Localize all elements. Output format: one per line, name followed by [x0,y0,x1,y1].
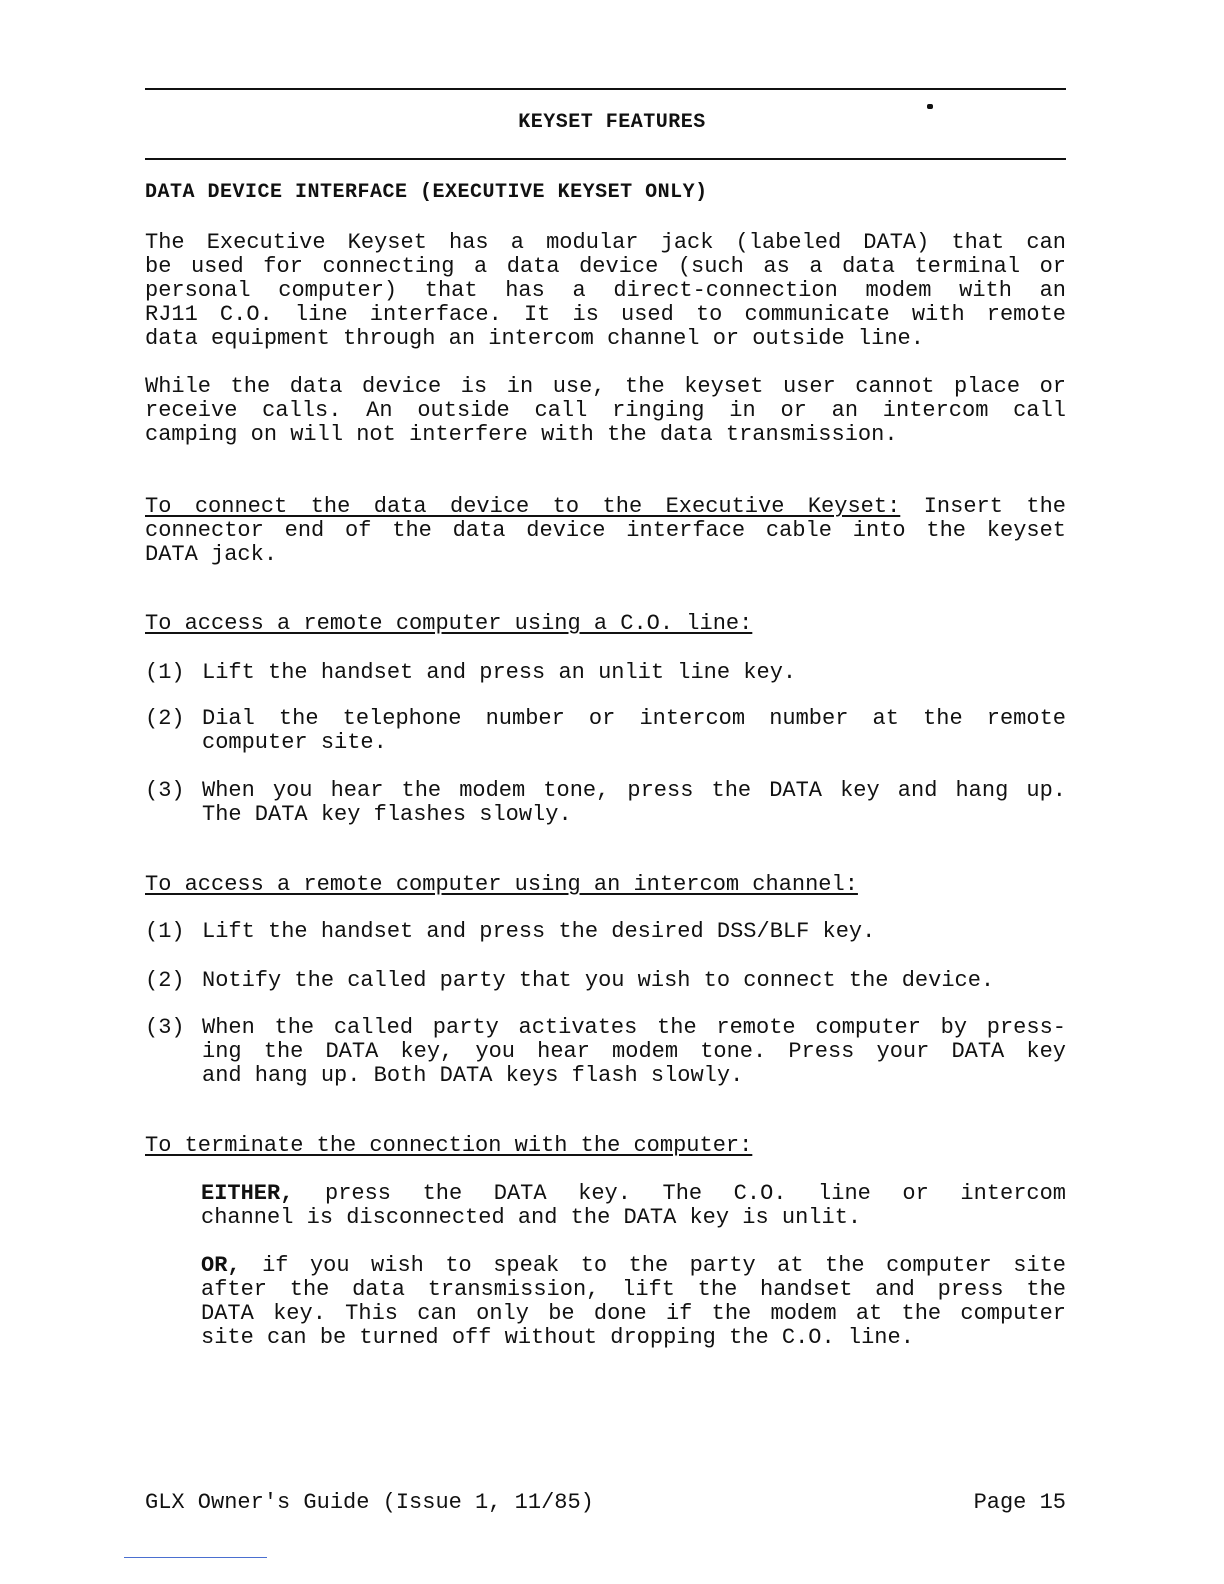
step-text: computer site. [202,730,387,755]
step-text: Dial the telephone number or intercom number at the remote [202,706,1066,731]
connect-paragraph [145,495,1066,567]
text-line [145,873,1066,897]
terminate-heading-block [145,1134,1066,1158]
text-line: camping on will not interfere with the data transmission. [145,422,898,447]
terminate-either-paragraph [201,1182,1066,1230]
text-line: data equipment through an intercom channel or outside line. [145,326,924,351]
text-line: DATA key. This can only be done if the modem at the computer [201,1301,1066,1326]
text-line: connector end of the data device interface cable into the keyset [145,518,1066,543]
step-number: (3) [145,1015,185,1040]
step-text: Notify the called party that you wish to connect the device. [202,968,995,993]
page-header-title: KEYSET FEATURES [518,111,706,134]
text-line: RJ11 C.O. line interface. It is used to communicate with remote [145,302,1066,327]
step-number: (3) [145,778,185,803]
step-text: Lift the handset and press an unlit line key. [202,660,797,685]
co-line-heading-block [145,612,1066,636]
text-line [201,1254,1066,1278]
co-line-heading: To access a remote computer using a C.O. line: [145,611,753,636]
step-text: and hang up. Both DATA keys flash slowly. [202,1063,744,1088]
step-number: (2) [145,968,185,993]
text-line: The Executive Keyset has a modular jack (labeled DATA) that can [145,230,1066,255]
step-text: When you hear the modem tone, press the DATA key and hang up. [202,778,1066,803]
intercom-heading: To access a remote computer using an intercom channel: [145,872,858,897]
either-text: press the DATA key. The C.O. line or intercom [325,1181,1066,1206]
intro-paragraph-2 [145,375,1066,447]
or-text: if you wish to speak to the party at the computer site [262,1253,1067,1278]
text-line: be used for connecting a data device (such as a data terminal or [145,254,1066,279]
connect-heading: To connect the data device to the Executive Keyset: [145,494,901,519]
text-line: While the data device is in use, the keyset user cannot place or [145,374,1066,399]
scan-edge-line [124,1557,267,1558]
step-number: (2) [145,706,185,731]
terminate-or-paragraph [201,1254,1066,1350]
text-line [145,612,1066,636]
step-text: The DATA key flashes slowly. [202,802,572,827]
text-line: personal computer) that has a direct-connection modem with an [145,278,1066,303]
text-line [201,1182,1066,1206]
header-bottom-rule [145,158,1066,160]
text-line: channel is disconnected and the DATA key is unlit. [201,1205,862,1230]
terminate-heading: To terminate the connection with the computer: [145,1133,753,1158]
text-line: receive calls. An outside call ringing in or an intercom call [145,398,1066,423]
text-line [145,495,1066,519]
step-text: ing the DATA key, you hear modem tone. Press your DATA key [202,1039,1066,1064]
step-text: When the called party activates the remote computer by press- [202,1015,1066,1040]
either-keyword: EITHER, [201,1181,294,1206]
text-line: site can be turned off without dropping the C.O. line. [201,1325,914,1350]
text-line: DATA jack. [145,542,278,567]
text-line [145,1134,1066,1158]
or-keyword: OR, [201,1253,241,1278]
connect-line1-rest: Insert the [923,494,1067,519]
step-number: (1) [145,919,185,944]
footer-page-number: Page 15 [973,1490,1066,1515]
scan-speck [927,104,933,109]
section-title: DATA DEVICE INTERFACE (EXECUTIVE KEYSET ONLY) [145,181,708,204]
step-text: Lift the handset and press the desired DSS/BLF key. [202,919,876,944]
text-line: after the data transmission, lift the handset and press the [201,1277,1066,1302]
intercom-heading-block [145,873,1066,897]
step-number: (1) [145,660,185,685]
footer-document-title: GLX Owner's Guide (Issue 1, 11/85) [145,1490,594,1515]
intro-paragraph-1 [145,231,1066,351]
header-top-rule [145,88,1066,90]
